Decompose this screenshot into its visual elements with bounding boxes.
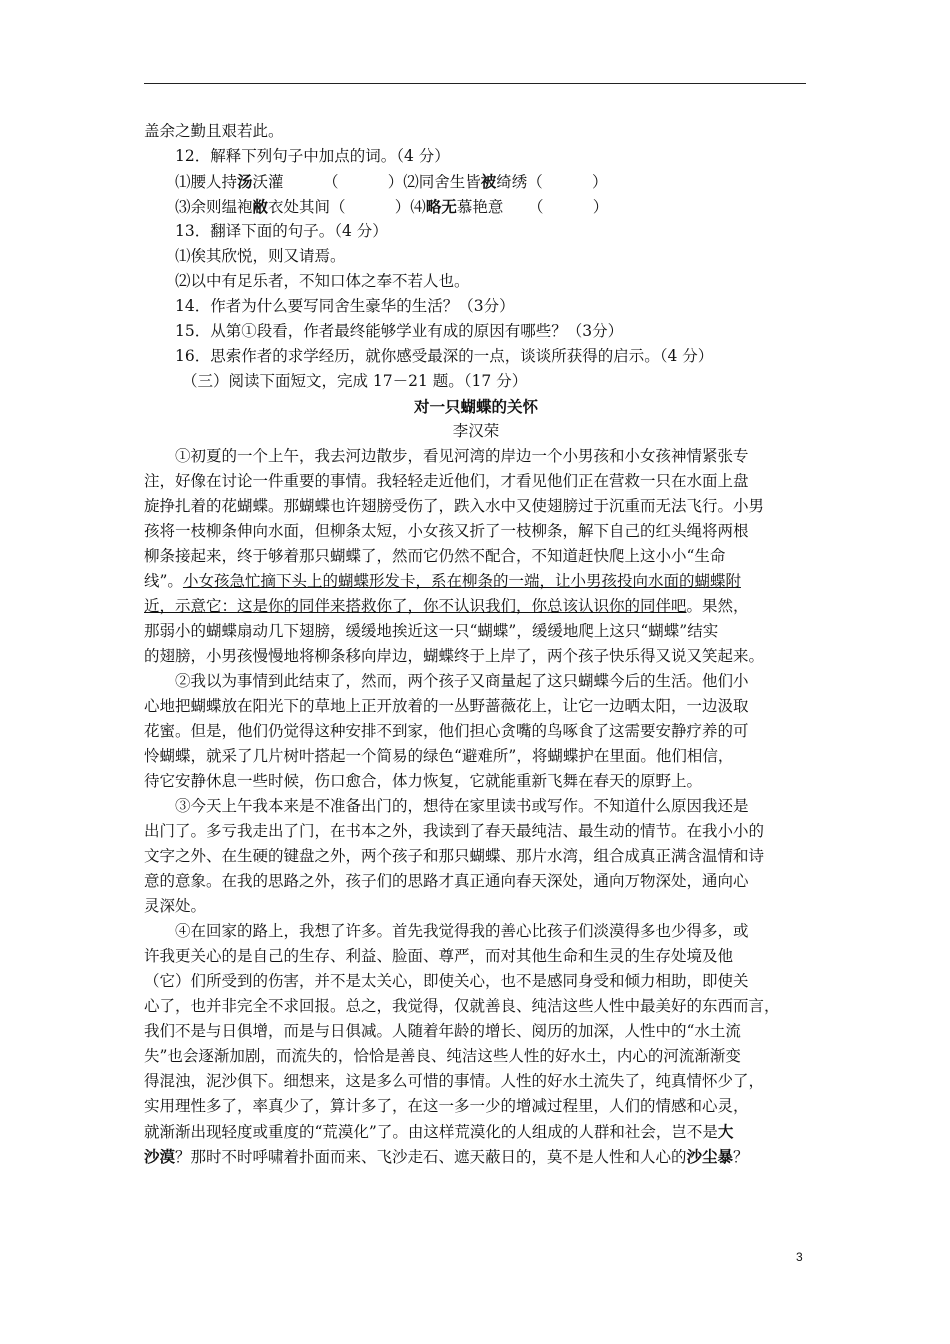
text-line — [144, 594, 808, 619]
text-line — [144, 444, 808, 469]
text-segment: 心了，也并非完全不求回报。总之，我觉得，仅就善良、纯洁这些人性中最美好的东西而言， — [144, 997, 780, 1015]
text-segment: ④在回家的路上，我想了许多。首先我觉得我的善心比孩子们淡漠得多也少得多，或 — [175, 922, 749, 940]
text-line — [144, 894, 808, 919]
text-segment: ⑵以中有足乐者，不知口体之奉不若人也。 — [175, 272, 470, 290]
text-segment: 出门了。多亏我走出了门，在书本之外，我读到了春天最纯洁、最生动的情节。在我小小的 — [144, 822, 765, 840]
text-line — [144, 169, 808, 194]
text-line — [144, 919, 808, 944]
text-line — [144, 144, 808, 169]
text-segment: 文字之外、在生硬的键盘之外，两个孩子和那只蝴蝶、那片水湾，组合成真正满含温情和诗 — [144, 847, 765, 865]
text-segment: 得混浊，泥沙俱下。细想来，这是多么可惜的事情。人性的好水土流失了，纯真情怀少了， — [144, 1072, 765, 1090]
text-line — [144, 569, 808, 594]
text-line — [144, 644, 808, 669]
text-line — [144, 344, 808, 369]
text-segment: 许我更关心的是自己的生存、利益、脸面、尊严，而对其他生命和生灵的生存处境及他 — [144, 947, 734, 965]
underlined-text: 小女孩急忙摘下头上的蝴蝶形发卡，系在柳条的一端，让小男孩投向水面的蝴蝶附 — [182, 572, 741, 590]
text-line — [144, 519, 808, 544]
text-line — [144, 719, 808, 744]
text-line — [144, 244, 808, 269]
text-line — [144, 869, 808, 894]
page-number: 3 — [796, 1250, 803, 1264]
text-segment: 我们不是与日俱增，而是与日俱减。人随着年龄的增长、阅历的加深，人性中的“水土流 — [144, 1022, 741, 1040]
bold-text: 沙尘暴 — [686, 1147, 734, 1166]
text-segment: 的翅膀，小男孩慢慢地将柳条移向岸边，蝴蝶终于上岸了，两个孩子快乐得又说又笑起来。 — [144, 647, 765, 665]
text-line — [144, 819, 808, 844]
document-body — [144, 119, 808, 1169]
text-line — [144, 1119, 808, 1144]
text-line — [144, 394, 808, 419]
text-segment: 慕艳意 （ ） — [456, 198, 609, 216]
bold-text: 沙漠 — [144, 1147, 176, 1166]
text-segment: ⑴腰人持 — [175, 173, 238, 191]
text-line — [144, 619, 808, 644]
text-segment: 李汉荣 — [452, 422, 500, 440]
bold-text: 大 — [717, 1122, 734, 1141]
text-segment: 意的意象。在我的思路之外，孩子们的思路才真正通向春天深处，通向万物深处，通向心 — [144, 872, 749, 890]
text-line — [144, 494, 808, 519]
text-line — [144, 944, 808, 969]
text-segment: 12．解释下列句子中加点的词。（4 分） — [175, 147, 450, 165]
text-line — [144, 1069, 808, 1094]
bold-text: 被 — [480, 172, 497, 191]
bold-text: 对一只蝴蝶的关怀 — [413, 397, 538, 416]
text-line — [144, 419, 808, 444]
text-segment: ③今天上午我本来是不准备出门的，想待在家里读书或写作。不知道什么原因我还是 — [175, 797, 749, 815]
text-segment: 旋挣扎着的花蝴蝶。那蝴蝶也许翅膀受伤了，跌入水中又使翅膀过于沉重而无法飞行。小男 — [144, 497, 765, 515]
text-segment: 实用理性多了，率真少了，算计多了，在这一多一少的增减过程里，人们的情感和心灵， — [144, 1097, 749, 1115]
text-line — [144, 294, 808, 319]
text-line — [144, 219, 808, 244]
text-segment: 柳条接起来，终于够着那只蝴蝶了，然而它仍然不配合，不知道赶快爬上这小小“生命 — [144, 547, 726, 565]
text-segment: 沃灌 （ ）⑵同舍生皆 — [252, 173, 481, 191]
text-segment: 注，好像在讨论一件重要的事情。我轻轻走近他们，才看见他们正在营救一只在水面上盘 — [144, 472, 749, 490]
bold-text: 略无 — [425, 197, 457, 216]
bold-text: 汤 — [237, 172, 253, 191]
text-segment: 孩将一枝柳条伸向水面，但柳条太短，小女孩又折了一枝柳条，解下自己的红头绳将两根 — [144, 522, 749, 540]
text-line — [144, 969, 808, 994]
text-segment: 灵深处。 — [144, 897, 207, 915]
text-segment: 失”也会逐渐加剧，而流失的，恰恰是善良、纯洁这些人性的好水土，内心的河流渐渐变 — [144, 1047, 741, 1065]
text-line — [144, 1094, 808, 1119]
text-segment: ⑴俟其欣悦，则又请焉。 — [175, 247, 346, 265]
text-segment: 衣处其间（ ）⑷ — [268, 198, 426, 216]
text-line — [144, 769, 808, 794]
text-line — [144, 669, 808, 694]
text-segment: 15．从第①段看，作者最终能够学业有成的原因有哪些？（3分） — [175, 322, 624, 340]
text-line — [144, 694, 808, 719]
header-rule — [144, 83, 806, 84]
text-line — [144, 1019, 808, 1044]
text-line — [144, 744, 808, 769]
text-segment: 13．翻译下面的句子。（4 分） — [175, 222, 388, 240]
text-line — [144, 369, 808, 394]
text-line — [144, 994, 808, 1019]
text-line — [144, 269, 808, 294]
text-segment: （它）们所受到的伤害，并不是太关心，即使关心，也不是感同身受和倾力相助，即使关 — [144, 972, 749, 990]
text-segment: 14．作者为什么要写同舍生豪华的生活？（3分） — [175, 297, 515, 315]
text-line — [144, 194, 808, 219]
text-segment: 盖余之勤且艰若此。 — [144, 122, 284, 140]
text-line — [144, 319, 808, 344]
text-segment: 16．思索作者的求学经历，就你感受最深的一点，谈谈所获得的启示。（4 分） — [175, 347, 714, 365]
text-segment: 怜蝴蝶，就采了几片树叶搭起一个简易的绿色“避难所”，将蝴蝶护在里面。他们相信， — [144, 747, 734, 765]
text-segment: ？ — [733, 1148, 749, 1166]
bold-text: 敝 — [252, 197, 269, 216]
text-line — [144, 119, 808, 144]
text-line — [144, 1044, 808, 1069]
text-line — [144, 544, 808, 569]
text-segment: ②我以为事情到此结束了，然而，两个孩子又商量起了这只蝴蝶今后的生活。他们小 — [175, 672, 749, 690]
text-segment: ①初夏的一个上午，我去河边散步，看见河湾的岸边一个小男孩和小女孩神情紧张专 — [175, 447, 749, 465]
text-segment: 。果然， — [686, 597, 749, 615]
text-segment: 心地把蝴蝶放在阳光下的草地上正开放着的一丛野蔷薇花上，让它一边晒太阳，一边汲取 — [144, 697, 749, 715]
text-line — [144, 1144, 808, 1169]
text-segment: 绮绣（ ） — [496, 173, 608, 191]
text-segment: 花蜜。但是，他们仍觉得这种安排不到家，他们担心贪嘴的鸟啄食了这需要安静疗养的可 — [144, 722, 749, 740]
text-line — [144, 469, 808, 494]
text-segment: ⑶余则缊袍 — [175, 198, 253, 216]
text-segment: 那弱小的蝴蝶扇动几下翅膀，缓缓地挨近这一只“蝴蝶”，缓缓地爬上这只“蝴蝶”结实 — [144, 622, 719, 640]
text-segment: （三）阅读下面短文，完成 17－21 题。（17 分） — [182, 372, 528, 390]
text-segment: ？那时不时呼啸着扑面而来、飞沙走石、遮天蔽日的，莫不是人性和人心的 — [175, 1148, 687, 1166]
underlined-text: 近，示意它：这是你的同伴来搭救你了，你不认识我们，你总该认识你的同伴吧 — [144, 597, 687, 615]
text-segment: 就渐渐出现轻度或重度的“荒漠化”了。由这样荒漠化的人组成的人群和社会，岂不是 — [144, 1123, 718, 1141]
text-segment: 线”。 — [144, 572, 183, 590]
text-line — [144, 794, 808, 819]
text-line — [144, 844, 808, 869]
text-segment: 待它安静休息一些时候，伤口愈合，体力恢复，它就能重新飞舞在春天的原野上。 — [144, 772, 703, 790]
